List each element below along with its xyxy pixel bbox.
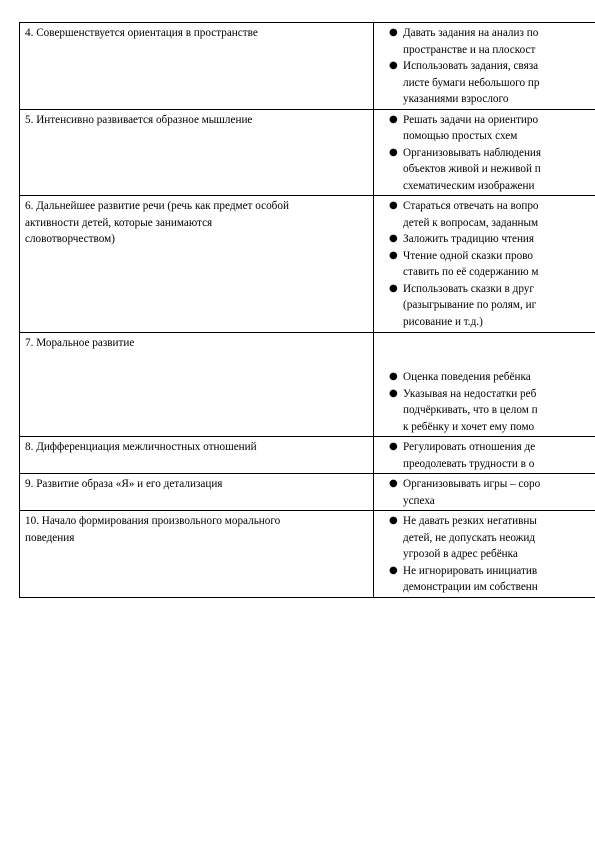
table-row [20, 23, 595, 110]
recommendation-text: указаниями взрослого [403, 93, 509, 105]
recommendations-table [19, 22, 595, 598]
recommendation-text: детей к вопросам, заданным [403, 216, 539, 229]
recommendation-item [379, 281, 595, 331]
bullet-icon: ● [389, 200, 398, 211]
recommendation-item [379, 198, 595, 231]
recommendation-text: Давать задания на анализ по [403, 27, 539, 39]
recommendation-text: Регулировать отношения де [403, 441, 536, 453]
recommendation-item [379, 58, 595, 108]
recommendation-text: объектов живой и неживой п [403, 163, 541, 175]
recommendation-item [379, 248, 595, 281]
bullet-icon: ● [389, 27, 398, 38]
recommendation-text: пространстве и на плоскост [403, 43, 536, 56]
recommendation-text: Не игнорировать инициатив [403, 564, 538, 577]
recommendation-text: подчёркивать, что в целом п [403, 404, 538, 416]
recommendation-text: Организовывать игры – соро [403, 478, 541, 490]
recommendation-text: Указывая на недостатки реб [403, 387, 537, 400]
recommendation-item [379, 386, 595, 436]
recommendation-item [379, 112, 595, 145]
table-row [20, 109, 595, 196]
recommendation-item [379, 25, 595, 58]
bullet-icon: ● [389, 441, 398, 452]
development-area-cell [20, 109, 374, 196]
recommendations-cell [374, 109, 595, 196]
recommendation-text: Использовать задания, связа [403, 60, 539, 72]
development-area-text: 10. Начало формирования произвольного морального [25, 515, 281, 527]
recommendation-item [379, 563, 595, 596]
development-area-text: словотворчеством) [25, 233, 115, 245]
bullet-icon: ● [389, 478, 398, 489]
bullet-icon: ● [389, 146, 398, 158]
recommendation-item [379, 145, 595, 195]
bullet-icon: ● [389, 371, 398, 382]
recommendation-text: демонстрации им собственн [403, 581, 538, 593]
development-area-text: 5. Интенсивно развивается образное мышление [25, 113, 253, 126]
bullet-icon: ● [389, 60, 398, 71]
recommendation-list [379, 198, 595, 330]
development-area-cell [20, 333, 374, 437]
recommendation-item [379, 513, 595, 563]
recommendation-list [379, 369, 595, 435]
table-row [20, 333, 595, 437]
bullet-icon: ● [389, 113, 398, 125]
recommendation-text: угрозой в адрес ребёнка [403, 548, 518, 560]
recommendation-list [379, 112, 595, 195]
recommendation-text: Решать задачи на ориентиро [403, 113, 539, 126]
recommendations-cell [374, 511, 595, 598]
recommendations-cell [374, 437, 595, 474]
recommendations-cell [374, 196, 595, 333]
development-area-cell [20, 196, 374, 333]
recommendation-text: успеха [403, 494, 435, 507]
development-area-cell [20, 23, 374, 110]
recommendation-text: Стараться отвечать на вопро [403, 200, 539, 212]
table-row [20, 196, 595, 333]
development-area-cell [20, 437, 374, 474]
development-area-text: 8. Дифференциация межличностных отношений [25, 441, 257, 453]
table-row [20, 437, 595, 474]
development-area-text: поведения [25, 531, 75, 544]
development-area-text: 4. Совершенствуется ориентация в пространстве [25, 27, 258, 39]
bullet-icon: ● [389, 282, 398, 294]
recommendation-item [379, 231, 595, 248]
recommendation-item [379, 476, 595, 509]
table-row [20, 474, 595, 511]
bullet-icon: ● [389, 564, 398, 576]
recommendation-list [379, 513, 595, 596]
recommendation-text: Использовать сказки в друг [403, 282, 534, 295]
recommendation-text: ставить по её содержанию м [403, 266, 539, 278]
recommendation-text: Заложить традицию чтения [403, 233, 535, 245]
bullet-icon: ● [389, 249, 398, 261]
recommendation-text: Чтение одной сказки прово [403, 249, 533, 262]
bullet-icon: ● [389, 515, 398, 526]
recommendation-text: листе бумаги небольшого пр [403, 76, 540, 89]
recommendation-list [379, 439, 595, 472]
recommendation-text: детей, не допускать неожид [403, 531, 536, 544]
recommendation-text: к ребёнку и хочет ему помо [403, 420, 535, 433]
recommendation-text: помощью простых схем [403, 130, 518, 142]
bullet-icon: ● [389, 387, 398, 399]
recommendations-cell [374, 474, 595, 511]
development-area-text: активности детей, которые занимаются [25, 216, 213, 229]
table-row [20, 511, 595, 598]
recommendation-text: Не давать резких негативны [403, 515, 537, 527]
recommendations-cell [374, 333, 595, 437]
development-area-cell [20, 474, 374, 511]
development-area-text: 6. Дальнейшее развитие речи (речь как предмет особой [25, 200, 289, 212]
development-area-cell [20, 511, 374, 598]
recommendation-text: преодолевать трудности в о [403, 457, 535, 470]
recommendation-text: Организовывать наблюдения [403, 146, 542, 159]
recommendation-item [379, 439, 595, 472]
recommendation-list [379, 25, 595, 108]
recommendation-list [379, 476, 595, 509]
bullet-icon: ● [389, 233, 398, 244]
recommendation-text: схематическим изображени [403, 179, 535, 192]
recommendation-item [379, 369, 595, 386]
recommendation-text: Оценка поведения ребёнка [403, 371, 531, 383]
recommendation-text: (разыгрывание по ролям, иг [403, 299, 537, 311]
recommendation-text: рисование и т.д.) [403, 315, 483, 328]
development-area-text: 9. Развитие образа «Я» и его детализация [25, 478, 223, 490]
development-area-text: 7. Моральное развитие [25, 337, 135, 349]
recommendations-cell [374, 23, 595, 110]
